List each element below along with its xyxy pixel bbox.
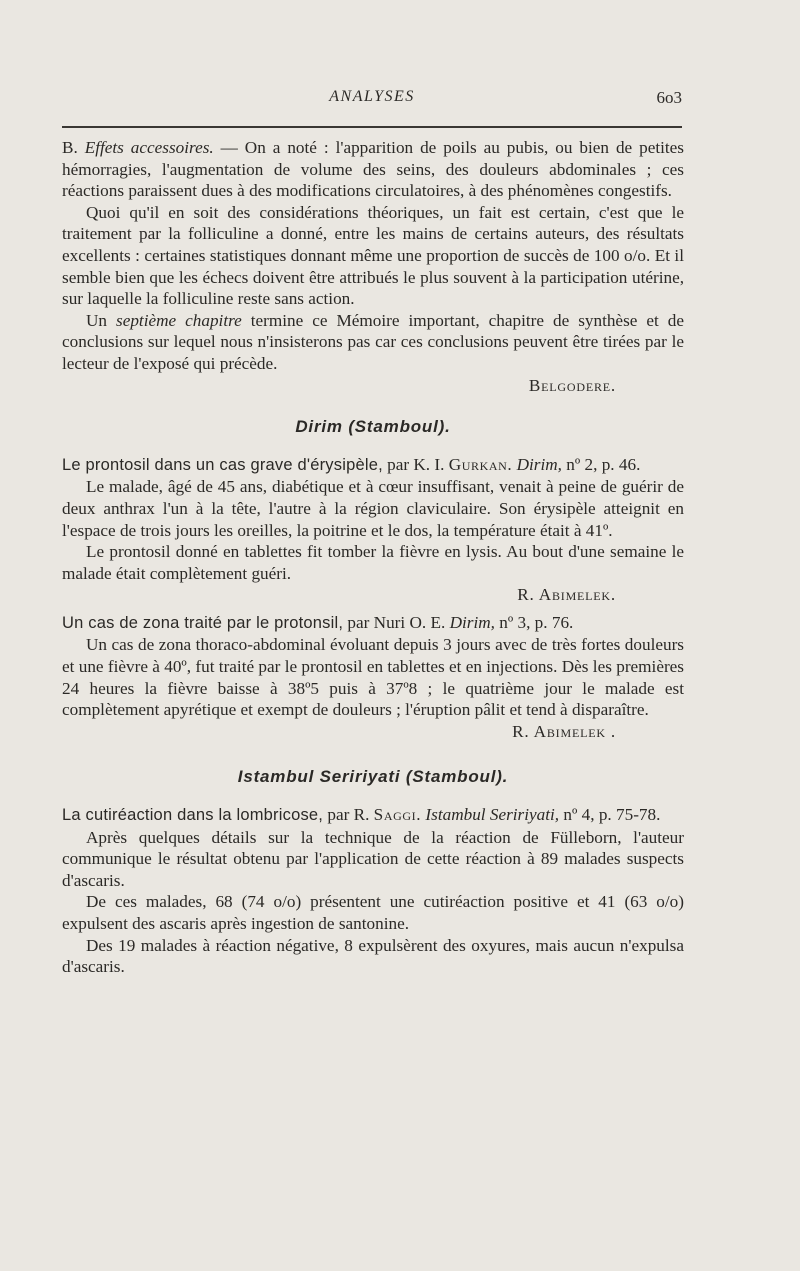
italic-phrase: septième chapitre	[116, 310, 242, 330]
article-ref: nº 2, p. 46.	[561, 454, 641, 474]
paragraph-ces-malades: De ces malades, 68 (74 o/o) présentent une cutiréaction positive et 41 (63 o/o) expulsent des ascaris après ingestion de santonine.	[62, 892, 684, 933]
paragraph-malade: Le malade, âgé de 45 ans, diabétique et à cœur insuffisant, venait à peine de guérir de deux anthrax l'un à la tête, l'autre à la région claviculaire. Son érysipèle atteignit en l'espace de trois jours les oreilles, la poitrine et le dos, la température était à 41º.	[62, 477, 684, 540]
section-heading-istambul: Istambul Seririyati (Stamboul).	[237, 767, 509, 787]
article-title: Le prontosil dans un cas grave d'érysipèle,	[62, 455, 383, 474]
article-title: La cutiréaction dans la lombricose,	[62, 806, 324, 825]
article-by: par K. I.	[382, 454, 449, 474]
paragraph-reaction-negative: Des 19 malades à réaction négative, 8 expulsèrent des oxyures, mais aucun n'expulsa d'ascaris.	[62, 935, 684, 977]
signature-abimelek-2	[62, 721, 616, 743]
article-journal: Dirim,	[449, 612, 495, 632]
signature-belgodere	[62, 375, 616, 397]
article-title-zona	[62, 612, 684, 635]
body-text	[62, 137, 684, 978]
article-title: Un cas de zona traité par le protonsil,	[62, 613, 344, 632]
article-title-prontosil	[62, 454, 684, 477]
article-by: par Nuri O. E.	[343, 612, 450, 632]
section-label: B.	[62, 138, 78, 157]
signature-text: R. Abimelek .	[512, 721, 616, 741]
signature-text: R. Abimelek.	[517, 585, 616, 605]
paragraph-text: termine ce Mémoire important, chapitre de synthèse et de conclusions sur lequel nous n'insisterons pas car ces conclusions peuvent être tirées par le lecteur de l'exposé qui précède.	[62, 310, 684, 373]
running-header	[62, 88, 682, 116]
header-rule	[62, 126, 682, 128]
paragraph-septieme	[62, 310, 684, 375]
signature-abimelek-1	[62, 584, 616, 606]
running-title: ANALYSES	[329, 88, 415, 105]
paragraph-zona: Un cas de zona thoraco-abdominal évoluant depuis 3 jours avec de très fortes douleurs et une fièvre à 40º, fut traité par le prontosil en tablettes et en injections. Dès les premières 24 heures la fièvre baisse à 38º5 puis à 37º8 ; le quatrième jour le malade est complètement apyrétique et exempt de douleurs ; l'éruption pâlit et tend à disparaître.	[62, 635, 684, 720]
article-ref: nº 4, p. 75-78.	[559, 805, 661, 825]
section-label-italic: Effets accessoires.	[84, 138, 214, 157]
article-by: par R.	[323, 805, 374, 825]
paragraph-quoi: Quoi qu'il en soit des considérations théoriques, un fait est certain, c'est que le traitement par la folliculine a donné, entre les mains de certains auteurs, des résultats excellents : certaines statistiques donnant même une proportion de succès de 100 o/o. Et il semble bien que les échecs doivent être attribués le plus souvent à la participation utérine, sur laquelle la folliculine reste sans action.	[62, 202, 684, 309]
article-ref: nº 3, p. 76.	[494, 612, 574, 632]
paragraph-prontosil-donne: Le prontosil donné en tablettes fit tomber la fièvre en lysis. Au bout d'une semaine le malade était complètement guéri.	[62, 542, 684, 583]
paragraph-text: Un	[86, 310, 117, 330]
article-journal: Dirim,	[512, 454, 562, 474]
paragraph-technique: Après quelques détails sur la technique de la réaction de Fülleborn, l'auteur communique le résultat obtenu par l'application de cette réaction à 89 malades suspects d'ascaris.	[62, 827, 684, 890]
article-author: Gurkan.	[448, 454, 513, 474]
article-title-cutireaction	[62, 804, 684, 827]
signature-text: Belgodere.	[528, 375, 616, 395]
article-journal: Istambul Seririyati,	[421, 805, 560, 825]
section-heading-dirim: Dirim (Stamboul).	[295, 417, 451, 437]
paragraph-text: — On a noté : l'apparition de poils au pubis, ou bien de petites hémorragies, l'augmentation de volume des seins, des douleurs abdominales ; ces réactions paraissent dues à des modifications circulatoires, à des phénomènes congestifs.	[62, 138, 684, 201]
paragraph-effets	[62, 137, 684, 202]
page-number: 6o3	[656, 88, 682, 107]
article-author: Saggi.	[373, 805, 422, 825]
